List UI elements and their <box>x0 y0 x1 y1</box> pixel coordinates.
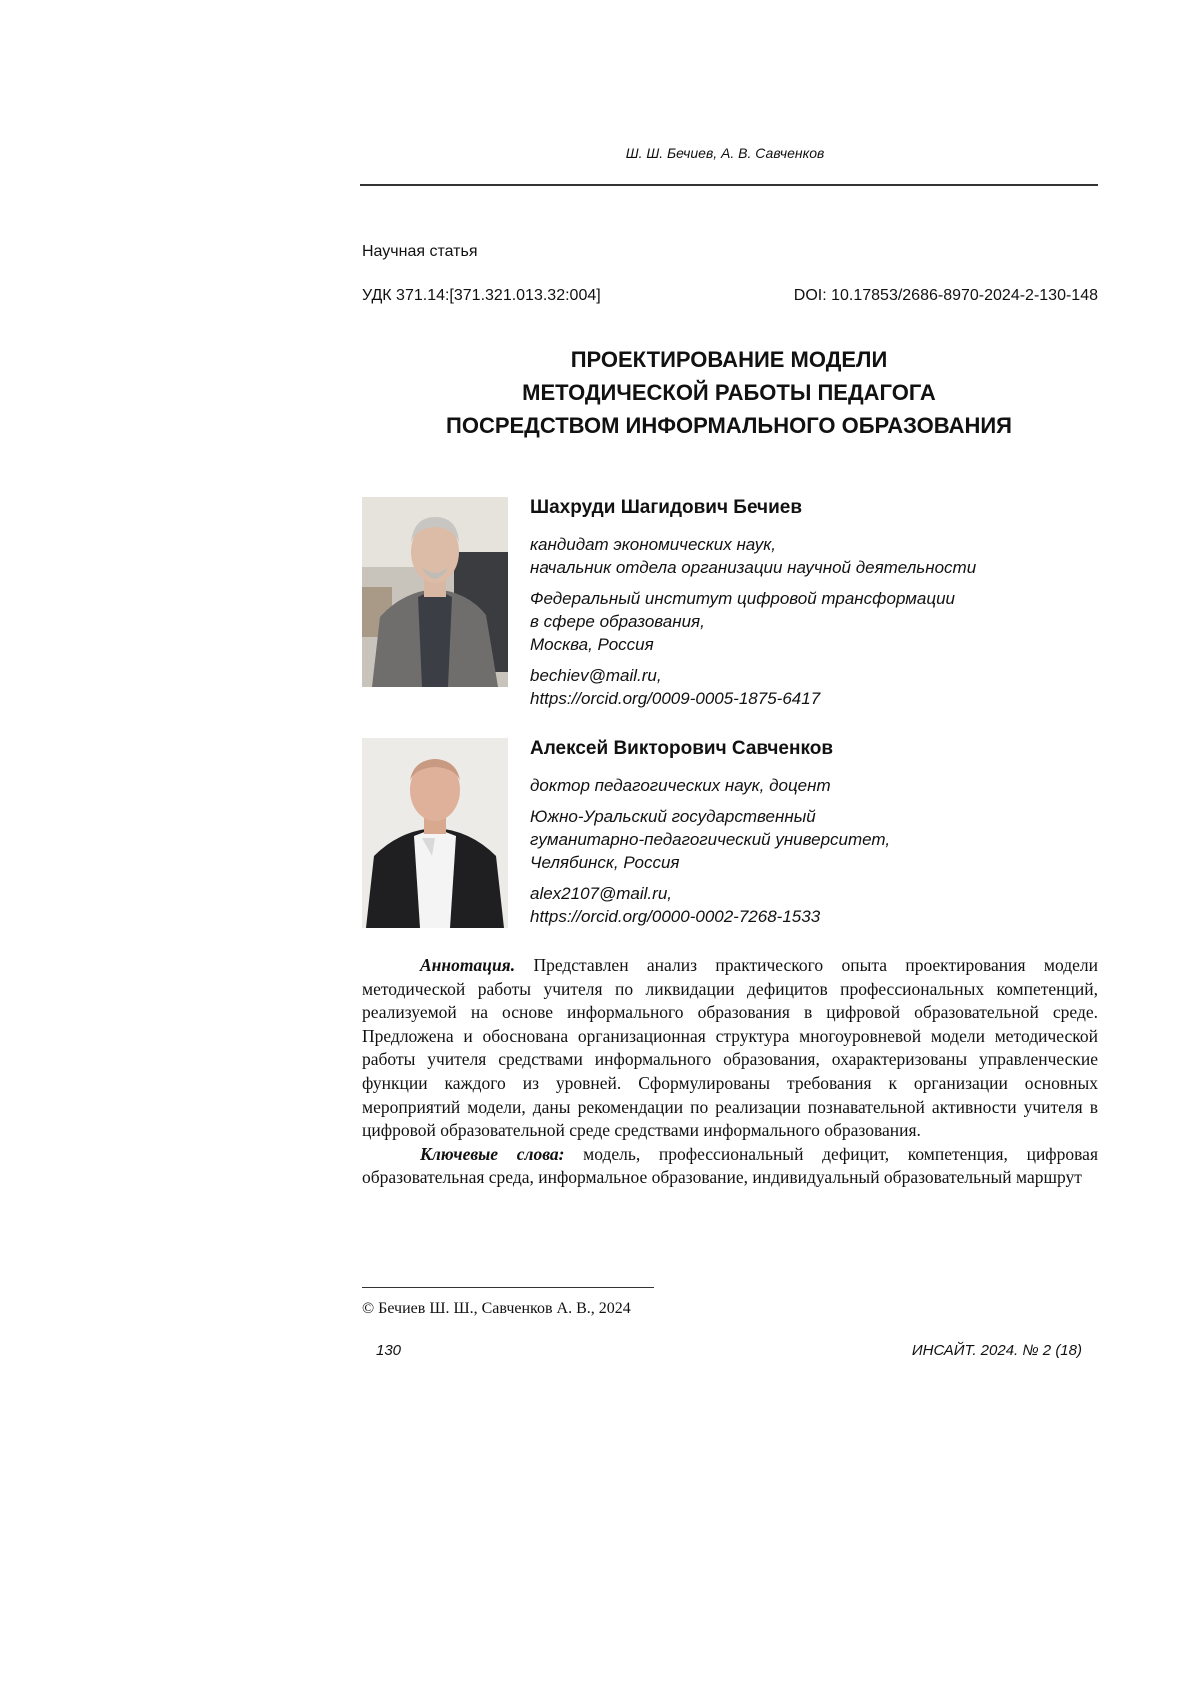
header-rule <box>360 184 1098 186</box>
author-name: Шахруди Шагидович Бечиев <box>530 497 802 518</box>
author-affiliation: Южно-Уральский государственный <box>530 807 816 826</box>
abstract-section <box>362 954 1098 1190</box>
author-location: Челябинск, Россия <box>530 853 680 872</box>
journal-citation: ИНСАЙТ. 2024. № 2 (18) <box>911 1342 1082 1359</box>
author-affiliation: в сфере образования, <box>530 612 705 631</box>
author-photo-2 <box>362 738 508 928</box>
keywords-label: Ключевые слова: <box>420 1143 565 1164</box>
author-photo-1 <box>362 497 508 687</box>
author-position: начальник отдела организации научной деятельности <box>530 558 977 577</box>
abstract-label: Аннотация. <box>420 955 516 975</box>
page-number: 130 <box>376 1342 402 1359</box>
author-degree: кандидат экономических наук, <box>530 535 776 554</box>
author-orcid-link[interactable]: https://orcid.org/0000-0002-7268-1533 <box>530 907 821 926</box>
keywords-text: модель, профессиональный дефицит, компетенция, цифровая образовательная среда, информальное образование, индивидуальный образовательный маршрут <box>362 1143 1098 1188</box>
author-block-2 <box>530 738 1090 928</box>
footnote-rule <box>362 1287 654 1288</box>
abstract-paragraph <box>362 954 1098 1143</box>
author-orcid-link[interactable]: https://orcid.org/0009-0005-1875-6417 <box>530 689 821 708</box>
author-affiliation: гуманитарно-педагогический университет, <box>530 830 891 849</box>
keywords-paragraph <box>362 1143 1098 1190</box>
title-line: ПОСРЕДСТВОМ ИНФОРМАЛЬНОГО ОБРАЗОВАНИЯ <box>446 413 1012 438</box>
author-email[interactable]: bechiev@mail.ru, <box>530 666 662 685</box>
article-type: Научная статья <box>362 243 478 260</box>
article-title <box>360 343 1098 442</box>
title-line: ПРОЕКТИРОВАНИЕ МОДЕЛИ <box>570 347 888 372</box>
running-head: Ш. Ш. Бечиев, А. В. Савченков <box>625 145 825 161</box>
author-name: Алексей Викторович Савченков <box>530 738 834 759</box>
udc-code: УДК 371.14:[371.321.013.32:004] <box>362 287 601 304</box>
author-location: Москва, Россия <box>530 635 654 654</box>
author-email[interactable]: alex2107@mail.ru, <box>530 884 672 903</box>
author-degree: доктор педагогических наук, доцент <box>530 776 831 795</box>
doi: DOI: 10.17853/2686-8970-2024-2-130-148 <box>793 287 1098 304</box>
copyright-note: © Бечиев Ш. Ш., Савченков А. В., 2024 <box>362 1300 631 1317</box>
abstract-text: Представлен анализ практического опыта проектирования модели методической работы учителя по ликвидации дефицитов профессиональных компетенций, реализуемой на основе информального образования в цифровой образовательной среде. Предложена и обоснована организационная структура многоуровневой модели методической работы учителя средствами информального образования, охарактеризованы управленческие функции каждого из уровней. Сформулированы требования к организации основных мероприятий модели, даны рекомендации по реализации познавательной активности учителя в цифровой образовательной среде средствами информального образования. <box>362 955 1098 1141</box>
title-line: МЕТОДИЧЕСКОЙ РАБОТЫ ПЕДАГОГА <box>522 380 936 405</box>
author-block-1 <box>530 497 1090 710</box>
author-affiliation: Федеральный институт цифровой трансформации <box>530 589 956 608</box>
